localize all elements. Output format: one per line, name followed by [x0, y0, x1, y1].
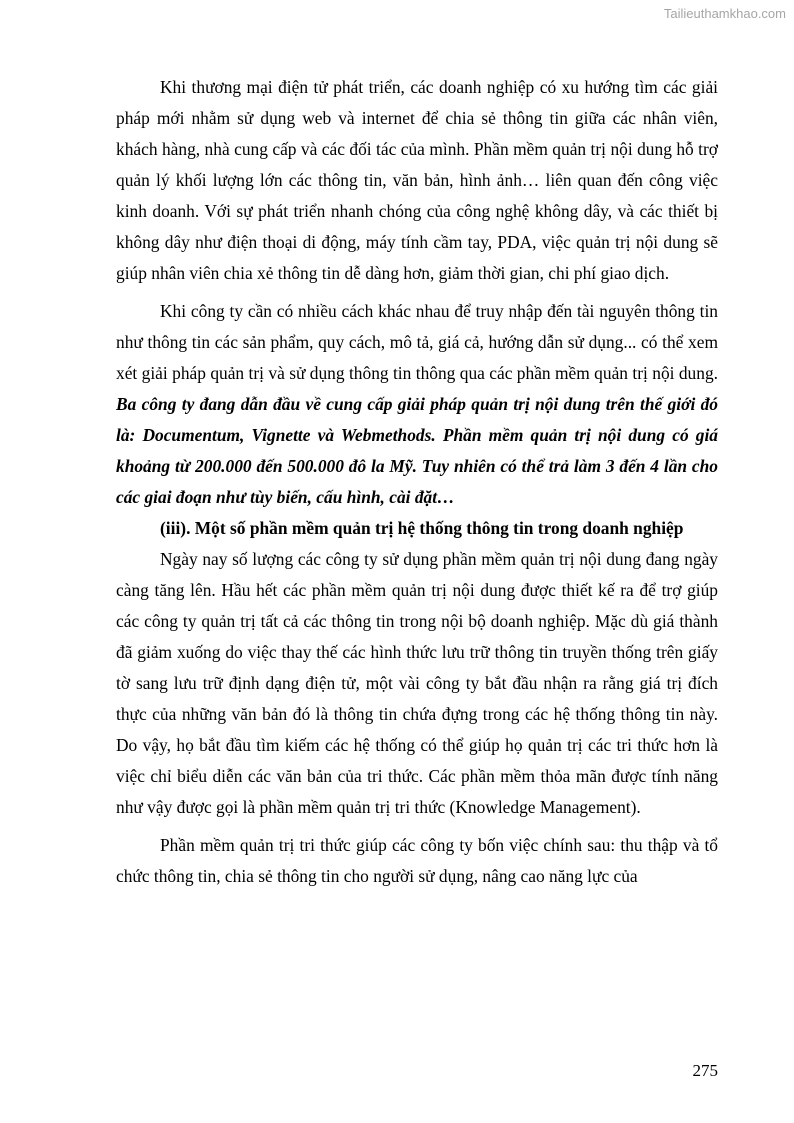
page-number: 275	[692, 1061, 718, 1080]
section-heading: (iii). Một số phần mềm quản trị hệ thống thông tin trong doanh nghiệp	[160, 518, 684, 538]
paragraph-ecommerce-intro: Khi thương mại điện tử phát triển, các doanh nghiệp có xu hướng tìm các giải pháp mới nhằm sử dụng web và internet để chia sẻ thông tin giữa các nhân viên, khách hàng, nhà cung cấp và các đối tác của mình. Phần mềm quản trị nội dung hỗ trợ quản lý khối lượng lớn các thông tin, văn bản, hình ảnh… liên quan đến công việc kinh doanh. Với sự phát triển nhanh chóng của công nghệ không dây, và các thiết bị không dây như điện thoại di động, máy tính cầm tay, PDA, việc quản trị nội dung sẽ giúp nhân viên chia xẻ thông tin dễ dàng hơn, giảm thời gian, chi phí giao dịch.	[116, 77, 718, 283]
paragraph-knowledge-management: Ngày nay số lượng các công ty sử dụng phần mềm quản trị nội dung đang ngày càng tăng lên. Hầu hết các phần mềm quản trị nội dung được thiết kế ra để trợ giúp các công ty quản trị tất cả các thông tin trong nội bộ doanh nghiệp. Mặc dù giá thành đã giảm xuống do việc thay thế các hình thức lưu trữ thông tin truyền thống trên giấy tờ sang lưu trữ định dạng điện tử, một vài công ty bắt đầu nhận ra rằng giá trị đích thực của những văn bản đó là thông tin chứa đựng trong các hệ thống thông tin này. Do vậy, họ bắt đầu tìm kiếm các hệ thống có thể giúp họ quản trị các tri thức hơn là việc chỉ biểu diễn các văn bản của tri thức. Các phần mềm thỏa mãn được tính năng như vậy được gọi là phần mềm quản trị tri thức (Knowledge Management).	[116, 549, 718, 817]
document-body	[116, 72, 718, 892]
paragraph-text: Khi công ty cần có nhiều cách khác nhau để truy nhập đến tài nguyên thông tin như thông tin các sản phẩm, quy cách, mô tả, giá cả, hướng dẫn sử dụng... có thể xem xét giải pháp quản trị và sử dụng thông tin thông qua các phần mềm quản trị nội dung.	[116, 301, 718, 383]
watermark: Tailieuthamkhao.com	[663, 6, 786, 21]
emphasized-text: Ba công ty đang dẫn đầu về cung cấp giải pháp quản trị nội dung trên thế giới đó là: Documentum, Vignette và Webmethods. Phần mềm quản trị nội dung có giá khoảng từ 200.000 đến 500.000 đô la Mỹ. Tuy nhiên có thể trả làm 3 đến 4 lần cho các giai đoạn như tùy biến, cấu hình, cài đặt…	[116, 394, 718, 507]
paragraph-content-management	[116, 296, 718, 513]
paragraph-km-functions: Phần mềm quản trị tri thức giúp các công ty bốn việc chính sau: thu thập và tổ chức thông tin, chia sẻ thông tin cho người sử dụng, nâng cao năng lực của	[116, 835, 718, 886]
